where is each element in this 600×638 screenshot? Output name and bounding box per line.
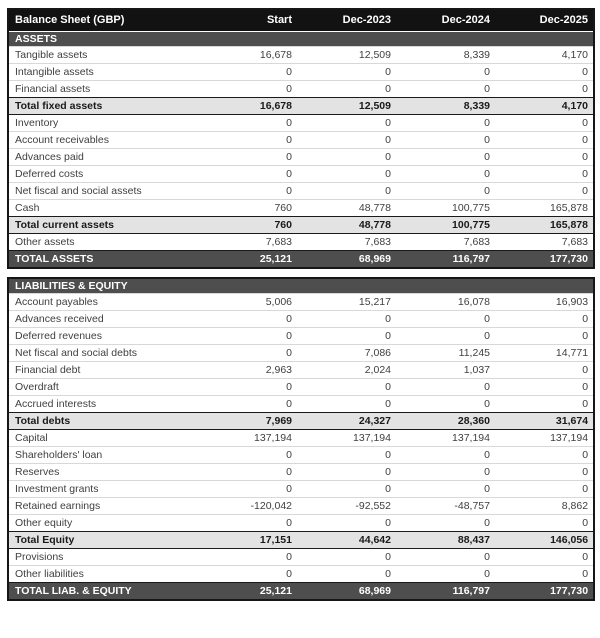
balance-sheet (7, 8, 593, 601)
table-row (8, 361, 594, 378)
cell-value: 0 (495, 480, 594, 497)
table-row (8, 97, 594, 114)
cell-value: 16,903 (495, 293, 594, 310)
column-header-dec-2023: Dec-2023 (297, 9, 396, 31)
cell-value: 7,683 (396, 233, 495, 250)
table-row (8, 310, 594, 327)
cell-value: 8,339 (396, 97, 495, 114)
table-row (8, 114, 594, 131)
cell-value: 0 (198, 548, 297, 565)
table-row (8, 446, 594, 463)
table-row (8, 293, 594, 310)
cell-value: 16,678 (198, 46, 297, 63)
cell-value: 16,678 (198, 97, 297, 114)
cell-value: 165,878 (495, 216, 594, 233)
table-row (8, 429, 594, 446)
cell-value: 0 (198, 131, 297, 148)
table-row (8, 199, 594, 216)
cell-value: 7,683 (297, 233, 396, 250)
table-row (8, 148, 594, 165)
row-label: Other liabilities (8, 565, 198, 582)
section-header-liabilities (8, 278, 594, 293)
cell-value: 68,969 (297, 250, 396, 268)
cell-value: 12,509 (297, 46, 396, 63)
cell-value: 0 (198, 327, 297, 344)
cell-value: 0 (396, 463, 495, 480)
table-row (8, 480, 594, 497)
cell-value: 177,730 (495, 582, 594, 600)
cell-value: 0 (396, 480, 495, 497)
cell-value: 0 (198, 480, 297, 497)
cell-value: 7,683 (198, 233, 297, 250)
liabilities-section-table (7, 277, 595, 601)
row-label: Total current assets (8, 216, 198, 233)
table-row (8, 497, 594, 514)
cell-value: 28,360 (396, 412, 495, 429)
cell-value: 8,862 (495, 497, 594, 514)
row-label: Net fiscal and social assets (8, 182, 198, 199)
cell-value: 0 (495, 514, 594, 531)
cell-value: 24,327 (297, 412, 396, 429)
section-header-assets (8, 31, 594, 46)
row-label: TOTAL LIAB. & EQUITY (8, 582, 198, 600)
cell-value: 0 (198, 446, 297, 463)
row-label: Financial assets (8, 80, 198, 97)
cell-value: 0 (495, 63, 594, 80)
cell-value: 0 (198, 395, 297, 412)
row-label: Other assets (8, 233, 198, 250)
cell-value: 5,006 (198, 293, 297, 310)
table-row (8, 412, 594, 429)
table-row (8, 565, 594, 582)
row-label: Tangible assets (8, 46, 198, 63)
cell-value: 25,121 (198, 582, 297, 600)
row-label: Provisions (8, 548, 198, 565)
table-row (8, 327, 594, 344)
cell-value: 0 (297, 310, 396, 327)
cell-value: 0 (297, 182, 396, 199)
column-header-dec-2024: Dec-2024 (396, 9, 495, 31)
table-row (8, 378, 594, 395)
cell-value: 137,194 (297, 429, 396, 446)
section-header-label: LIABILITIES & EQUITY (8, 278, 594, 293)
cell-value: 0 (198, 344, 297, 361)
cell-value: 0 (495, 395, 594, 412)
cell-value: 0 (495, 565, 594, 582)
cell-value: 0 (495, 148, 594, 165)
cell-value: 0 (297, 148, 396, 165)
cell-value: 31,674 (495, 412, 594, 429)
row-label: Advances paid (8, 148, 198, 165)
cell-value: 165,878 (495, 199, 594, 216)
cell-value: 0 (297, 131, 396, 148)
cell-value: 17,151 (198, 531, 297, 548)
row-label: Inventory (8, 114, 198, 131)
row-label: Net fiscal and social debts (8, 344, 198, 361)
row-label: Financial debt (8, 361, 198, 378)
row-label: Cash (8, 199, 198, 216)
table-row (8, 344, 594, 361)
cell-value: 177,730 (495, 250, 594, 268)
cell-value: 0 (297, 327, 396, 344)
cell-value: 0 (495, 548, 594, 565)
cell-value: 0 (297, 378, 396, 395)
table-row (8, 250, 594, 268)
table-row (8, 216, 594, 233)
cell-value: 0 (396, 565, 495, 582)
row-label: TOTAL ASSETS (8, 250, 198, 268)
cell-value: 0 (198, 378, 297, 395)
cell-value: 0 (396, 446, 495, 463)
cell-value: 0 (297, 480, 396, 497)
assets-section-table (7, 8, 595, 269)
cell-value: 44,642 (297, 531, 396, 548)
row-label: Capital (8, 429, 198, 446)
header-row (8, 9, 594, 31)
cell-value: 7,683 (495, 233, 594, 250)
row-label: Investment grants (8, 480, 198, 497)
cell-value: 0 (396, 327, 495, 344)
cell-value: 0 (297, 514, 396, 531)
cell-value: 0 (297, 63, 396, 80)
row-label: Retained earnings (8, 497, 198, 514)
table-row (8, 233, 594, 250)
cell-value: 760 (198, 216, 297, 233)
cell-value: 0 (396, 148, 495, 165)
cell-value: 0 (495, 361, 594, 378)
cell-value: 0 (396, 395, 495, 412)
cell-value: 8,339 (396, 46, 495, 63)
row-label: Advances received (8, 310, 198, 327)
cell-value: 0 (297, 165, 396, 182)
column-header-dec-2025: Dec-2025 (495, 9, 594, 31)
cell-value: 0 (396, 182, 495, 199)
cell-value: 0 (198, 182, 297, 199)
table-row (8, 548, 594, 565)
table-row (8, 80, 594, 97)
cell-value: -120,042 (198, 497, 297, 514)
cell-value: 116,797 (396, 582, 495, 600)
cell-value: 88,437 (396, 531, 495, 548)
cell-value: 0 (198, 114, 297, 131)
table-row (8, 514, 594, 531)
cell-value: 48,778 (297, 199, 396, 216)
cell-value: 0 (198, 80, 297, 97)
cell-value: 2,963 (198, 361, 297, 378)
row-label: Shareholders' loan (8, 446, 198, 463)
cell-value: 0 (297, 80, 396, 97)
cell-value: 0 (297, 395, 396, 412)
cell-value: 0 (198, 63, 297, 80)
table-row (8, 46, 594, 63)
table-row (8, 63, 594, 80)
table-row (8, 165, 594, 182)
row-label: Account receivables (8, 131, 198, 148)
row-label: Deferred revenues (8, 327, 198, 344)
row-label: Total Equity (8, 531, 198, 548)
cell-value: 2,024 (297, 361, 396, 378)
cell-value: 0 (198, 514, 297, 531)
cell-value: 0 (198, 463, 297, 480)
row-label: Other equity (8, 514, 198, 531)
cell-value: 0 (297, 446, 396, 463)
row-label: Intangible assets (8, 63, 198, 80)
cell-value: -92,552 (297, 497, 396, 514)
sheet-title: Balance Sheet (GBP) (8, 9, 198, 31)
row-label: Account payables (8, 293, 198, 310)
column-header-start: Start (198, 9, 297, 31)
cell-value: 0 (396, 378, 495, 395)
cell-value: 0 (396, 514, 495, 531)
cell-value: 15,217 (297, 293, 396, 310)
cell-value: 100,775 (396, 216, 495, 233)
cell-value: 137,194 (396, 429, 495, 446)
cell-value: 25,121 (198, 250, 297, 268)
cell-value: 0 (495, 310, 594, 327)
cell-value: 0 (495, 463, 594, 480)
cell-value: 0 (495, 114, 594, 131)
row-label: Overdraft (8, 378, 198, 395)
cell-value: 0 (396, 131, 495, 148)
cell-value: 1,037 (396, 361, 495, 378)
cell-value: 16,078 (396, 293, 495, 310)
cell-value: 48,778 (297, 216, 396, 233)
cell-value: 0 (396, 63, 495, 80)
row-label: Reserves (8, 463, 198, 480)
table-row (8, 131, 594, 148)
cell-value: 7,086 (297, 344, 396, 361)
cell-value: 0 (396, 310, 495, 327)
cell-value: 4,170 (495, 46, 594, 63)
table-row (8, 463, 594, 480)
cell-value: 0 (495, 378, 594, 395)
cell-value: 760 (198, 199, 297, 216)
cell-value: 0 (495, 182, 594, 199)
cell-value: 11,245 (396, 344, 495, 361)
cell-value: 4,170 (495, 97, 594, 114)
cell-value: 137,194 (198, 429, 297, 446)
cell-value: 0 (396, 114, 495, 131)
cell-value: 0 (396, 165, 495, 182)
cell-value: 0 (198, 148, 297, 165)
cell-value: 14,771 (495, 344, 594, 361)
row-label: Accrued interests (8, 395, 198, 412)
row-label: Total fixed assets (8, 97, 198, 114)
cell-value: 0 (297, 463, 396, 480)
row-label: Deferred costs (8, 165, 198, 182)
cell-value: 0 (495, 131, 594, 148)
cell-value: 0 (495, 446, 594, 463)
section-header-label: ASSETS (8, 31, 594, 46)
cell-value: -48,757 (396, 497, 495, 514)
table-row (8, 395, 594, 412)
table-row (8, 531, 594, 548)
table-row (8, 582, 594, 600)
cell-value: 0 (396, 548, 495, 565)
cell-value: 137,194 (495, 429, 594, 446)
cell-value: 0 (198, 310, 297, 327)
cell-value: 116,797 (396, 250, 495, 268)
cell-value: 68,969 (297, 582, 396, 600)
cell-value: 7,969 (198, 412, 297, 429)
cell-value: 0 (198, 565, 297, 582)
cell-value: 0 (495, 327, 594, 344)
table-row (8, 182, 594, 199)
cell-value: 0 (297, 565, 396, 582)
cell-value: 0 (495, 165, 594, 182)
cell-value: 0 (396, 80, 495, 97)
cell-value: 12,509 (297, 97, 396, 114)
section-divider (7, 269, 593, 277)
cell-value: 0 (198, 165, 297, 182)
row-label: Total debts (8, 412, 198, 429)
cell-value: 0 (495, 80, 594, 97)
cell-value: 0 (297, 548, 396, 565)
cell-value: 146,056 (495, 531, 594, 548)
cell-value: 0 (297, 114, 396, 131)
cell-value: 100,775 (396, 199, 495, 216)
